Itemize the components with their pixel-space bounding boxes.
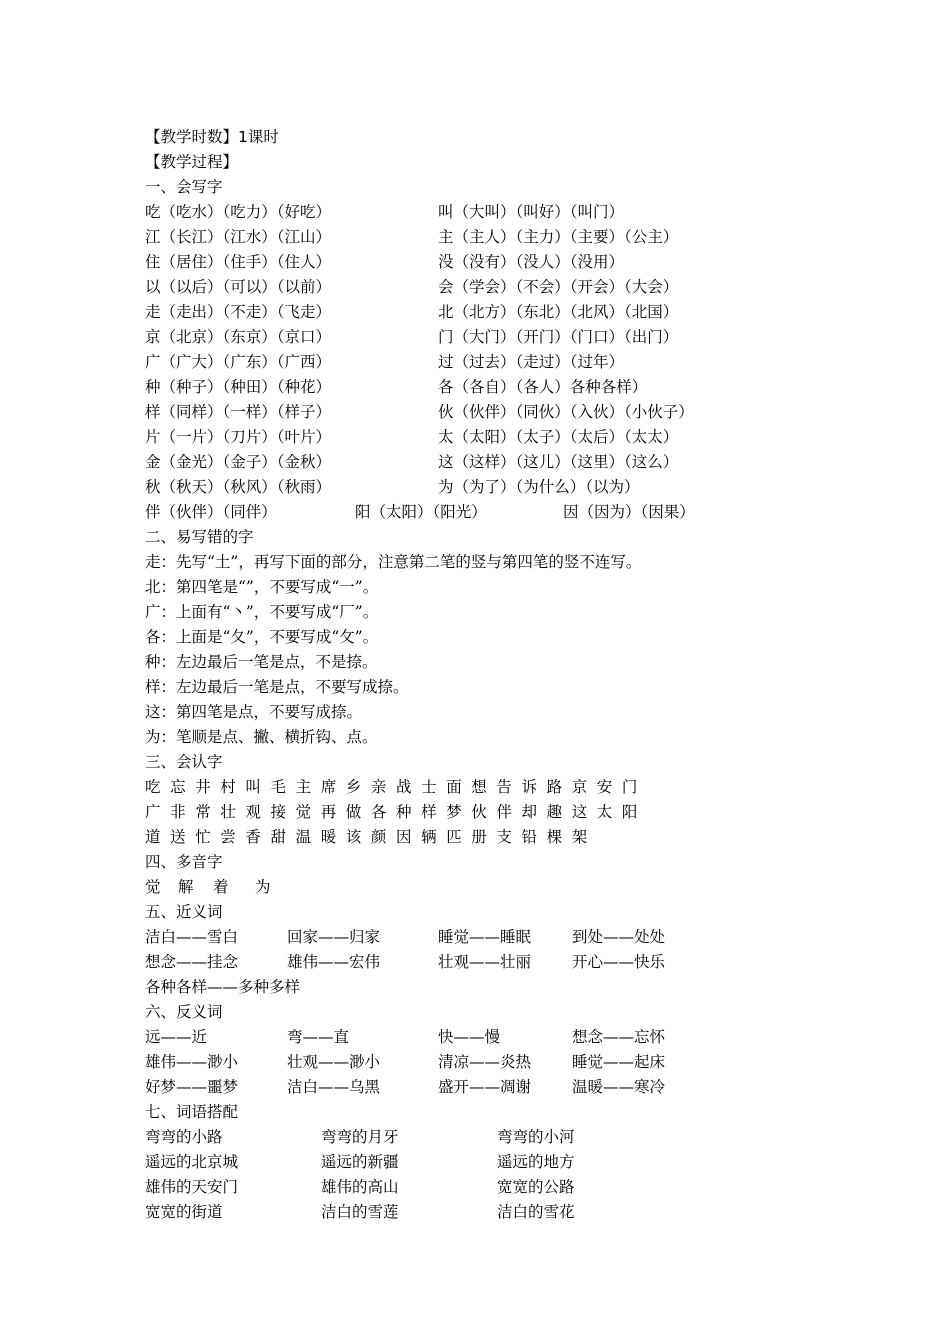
- s1-entry-left: 秋（秋天）（秋风）（秋雨）: [145, 478, 332, 496]
- s1-entry-right: 叫（大叫）（叫好）（叫门）: [438, 203, 625, 221]
- phrase: 洁白的雪莲: [321, 1203, 399, 1221]
- s1-entry-left: 吃（吃水）（吃力）（好吃）: [145, 203, 332, 221]
- s1-entry-right: 主（主人）（主力）（主要）（公主）: [438, 228, 679, 246]
- s1-entry-right: 过（过去）（走过）（过年）: [438, 353, 625, 371]
- s1-entry-right: 为（为了）（为什么）（以为）: [438, 478, 640, 496]
- s1-entry-left: 京（北京）（东京）（京口）: [145, 328, 332, 346]
- phrase: 遥远的北京城: [145, 1153, 239, 1171]
- s1-entry-left: 江（长江）（江水）（江山）: [145, 228, 332, 246]
- phrase: 雄伟的高山: [321, 1178, 399, 1196]
- antonym-pair: 清凉——炎热: [438, 1053, 532, 1071]
- antonym-pair: 想念——忘怀: [572, 1028, 666, 1046]
- s1-entry-left: 样（同样）（一样）（样子）: [145, 403, 332, 421]
- s2-line: 为：笔顺是点、撇、横折钩、点。: [145, 728, 378, 746]
- s1-entry: 阳（太阳）（阳光）: [355, 503, 487, 521]
- antonym-pair: 快——慢: [438, 1028, 501, 1046]
- synonym-pair: 洁白——雪白: [145, 928, 239, 946]
- synonym-pair: 睡觉——睡眠: [438, 928, 532, 946]
- antonym-pair: 壮观——渺小: [287, 1053, 381, 1071]
- s1-entry-left: 广（广大）（广东）（广西）: [145, 353, 332, 371]
- s3-char-line: 广非常壮观接觉再做各种样梦伙伴却趣这太阳: [145, 803, 648, 821]
- section-4-title: 四、多音字: [145, 853, 223, 871]
- phrase: 弯弯的小河: [497, 1128, 575, 1146]
- teaching-hours: 【教学时数】1课时: [145, 128, 279, 146]
- phrase: 弯弯的月牙: [321, 1128, 399, 1146]
- antonym-pair: 远——近: [145, 1028, 208, 1046]
- s1-entry-left: 片（一片）（刀片）（叶片）: [145, 428, 332, 446]
- antonym-pair: 弯——直: [287, 1028, 350, 1046]
- s1-entry-left: 走（走出）（不走）（飞走）: [145, 303, 332, 321]
- antonym-pair: 睡觉——起床: [572, 1053, 666, 1071]
- s1-entry: 因（因为）（因果）: [563, 503, 695, 521]
- antonym-pair: 雄伟——渺小: [145, 1053, 239, 1071]
- phrase: 遥远的新疆: [321, 1153, 399, 1171]
- synonym-pair: 回家——归家: [287, 928, 381, 946]
- s1-entry-left: 种（种子）（种田）（种花）: [145, 378, 332, 396]
- s1-entry-right: 北（北方）（东北）（北风）（北国）: [438, 303, 679, 321]
- s2-line: 广：上面有“丶”，不要写成“厂”。: [145, 603, 379, 621]
- phrase: 宽宽的公路: [497, 1178, 575, 1196]
- s1-entry-right: 门（大门）（开门）（门口）（出门）: [438, 328, 679, 346]
- s2-line: 各：上面是“夂”，不要写成“攵”。: [145, 628, 379, 646]
- synonym-pair: 到处——处处: [572, 928, 666, 946]
- antonym-pair: 好梦——噩梦: [145, 1078, 239, 1096]
- s1-entry-right: 伙（伙伴）（同伙）（入伙）（小伙子）: [438, 403, 694, 421]
- s3-char-line: 吃忘井村叫毛主席乡亲战士面想告诉路京安门: [145, 778, 648, 796]
- synonym-pair: 雄伟——宏伟: [287, 953, 381, 971]
- s7-row: [145, 1202, 575, 1302]
- s1-entry-right: 没（没有）（没人）（没用）: [438, 253, 625, 271]
- s2-line: 样：左边最后一笔是点，不要写成捺。: [145, 678, 409, 696]
- synonym-pair: 开心——快乐: [572, 953, 666, 971]
- synonym-pair: 壮观——壮丽: [438, 953, 532, 971]
- section-2-title: 二、易写错的字: [145, 528, 254, 546]
- phrase: 宽宽的街道: [145, 1203, 223, 1221]
- section-5-title: 五、近义词: [145, 903, 223, 921]
- s2-line: 这：第四笔是点，不要写成捺。: [145, 703, 363, 721]
- synonym-pair: 各种各样——多种多样: [145, 978, 301, 996]
- antonym-pair: 洁白——乌黑: [287, 1078, 381, 1096]
- s1-entry-right: 太（太阳）（太子）（太后）（太太）: [438, 428, 679, 446]
- s1-entry-left: 以（以后）（可以）（以前）: [145, 278, 332, 296]
- s3-char-line: 道送忙尝香甜温暖该颜因辆匹册支铅棵架: [145, 828, 597, 846]
- s4-char: 觉: [145, 878, 161, 896]
- s2-line: 北：第四笔是“”，不要写成“一”。: [145, 578, 379, 596]
- s1-entry-right: 各（各自）（各人）各种各样）: [438, 378, 648, 396]
- s1-entry: 伴（伙伴）（同伴）: [145, 503, 277, 521]
- s1-entry-left: 金（金光）（金子）（金秋）: [145, 453, 332, 471]
- phrase: 遥远的地方: [497, 1153, 575, 1171]
- phrase: 雄伟的天安门: [145, 1178, 239, 1196]
- s2-line: 种：左边最后一笔是点，不是捺。: [145, 653, 378, 671]
- antonym-pair: 盛开——凋谢: [438, 1078, 532, 1096]
- teaching-process-heading: 【教学过程】: [145, 153, 239, 171]
- phrase: 洁白的雪花: [497, 1203, 575, 1221]
- section-1-title: 一、会写字: [145, 178, 223, 196]
- phrase: 弯弯的小路: [145, 1128, 223, 1146]
- s4-char: 为: [255, 878, 271, 896]
- s1-entry-right: 会（学会）（不会）（开会）（大会）: [438, 278, 679, 296]
- antonym-pair: 温暖——寒冷: [572, 1078, 666, 1096]
- s4-char: 着: [213, 878, 229, 896]
- section-7-title: 七、词语搭配: [145, 1103, 239, 1121]
- s1-entry-right: 这（这样）（这儿）（这里）（这么）: [438, 453, 679, 471]
- synonym-pair: 想念——挂念: [145, 953, 239, 971]
- s4-char: 解: [178, 878, 194, 896]
- section-6-title: 六、反义词: [145, 1003, 223, 1021]
- s2-line: 走：先写“土”，再写下面的部分，注意第二笔的竖与第四笔的竖不连写。: [145, 553, 642, 571]
- s1-entry-left: 住（居住）（住手）（住人）: [145, 253, 332, 271]
- section-3-title: 三、会认字: [145, 753, 223, 771]
